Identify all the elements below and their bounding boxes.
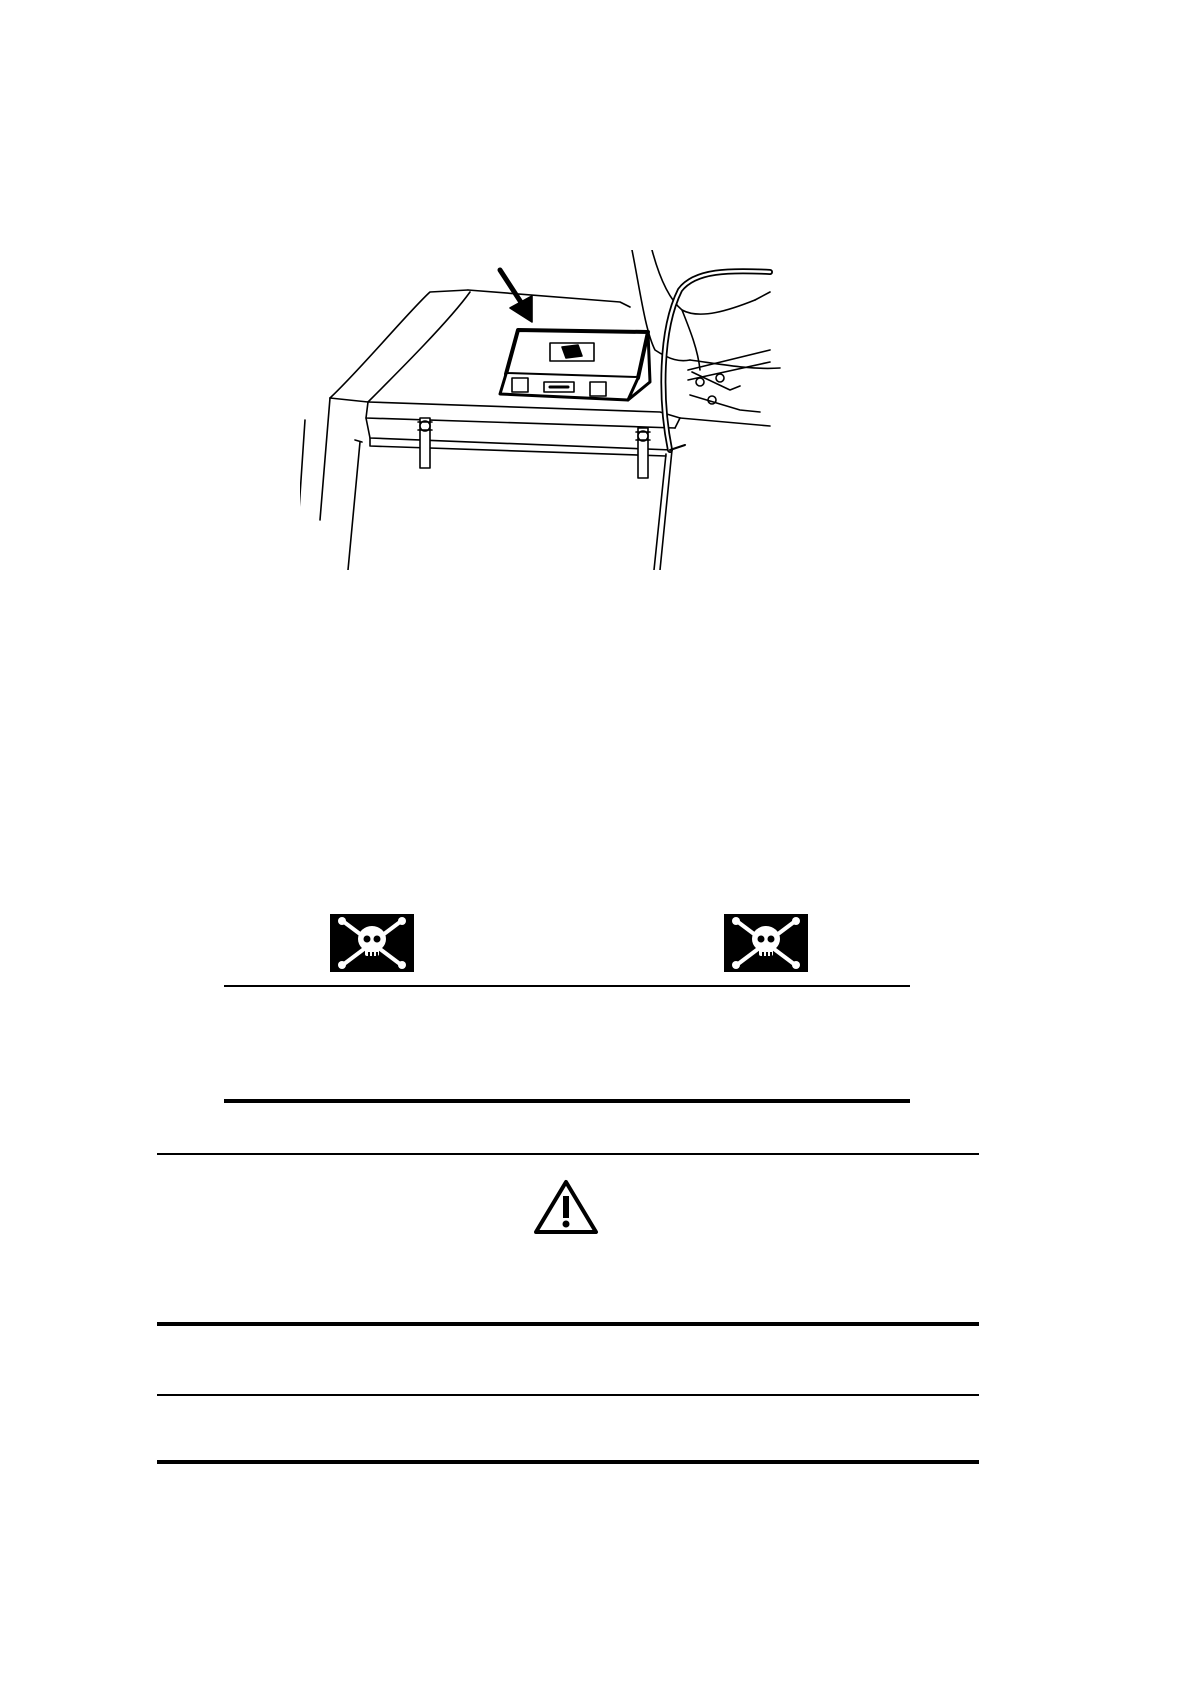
danger-box-bottom-rule — [224, 1099, 910, 1103]
equipment-illustration — [300, 250, 820, 570]
warning-box-top-rule — [157, 1153, 979, 1155]
danger-box-top-rule — [224, 985, 910, 987]
note-box-text — [157, 1400, 979, 1456]
control-module — [500, 330, 650, 400]
note-box-top-rule — [157, 1394, 979, 1396]
note-box-bottom-rule — [157, 1460, 979, 1464]
warning-box-bottom-rule — [157, 1322, 979, 1326]
warning-box-text — [157, 1245, 979, 1315]
hinge-clamp-left — [418, 418, 432, 468]
arrow-icon — [500, 270, 532, 322]
warning-triangle-icon — [532, 1178, 600, 1236]
hinge-clamp-right — [636, 428, 650, 478]
skull-crossbones-icon — [724, 914, 808, 972]
skull-crossbones-icon — [330, 914, 414, 972]
danger-box-text — [224, 995, 910, 1085]
